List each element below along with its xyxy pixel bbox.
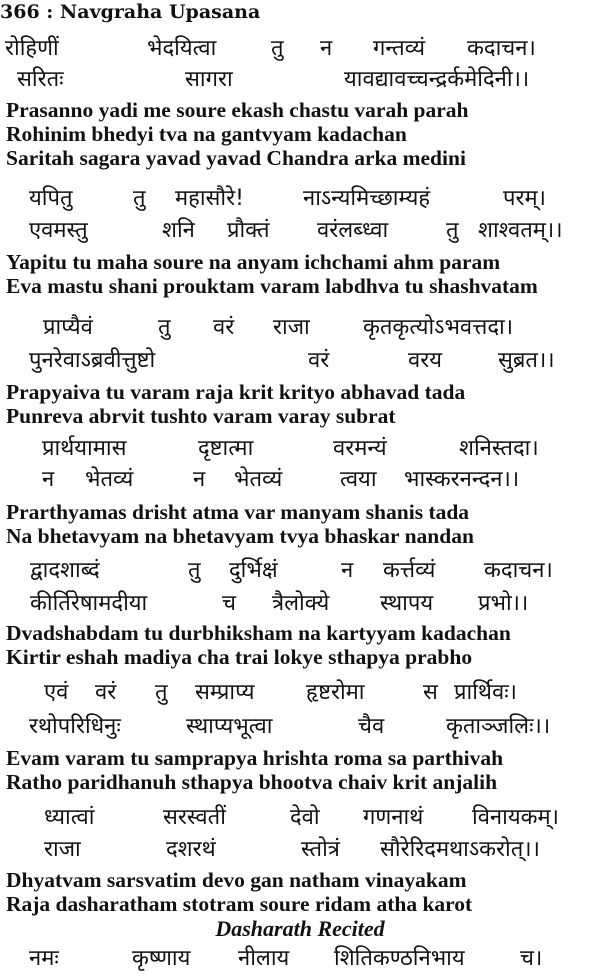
sanskrit-word: महासौरे! <box>175 186 244 211</box>
sanskrit-word: स <box>423 680 438 705</box>
sanskrit-word: नाऽन्यमिच्छाम्यहं <box>303 186 431 211</box>
sanskrit-word: भास्करनन्दन।। <box>404 467 520 492</box>
sanskrit-word: ध्यात्वां <box>44 805 95 830</box>
sanskrit-word: सम्प्राप्य <box>195 680 255 705</box>
transliteration-line: Ratho paridhanuh sthapya bhootva chaiv krit anjalih <box>6 770 498 794</box>
transliteration-line: Raja dasharatham stotram soure ridam atha karot <box>6 892 473 916</box>
sanskrit-word: दृष्टात्मा <box>198 436 254 461</box>
sanskrit-word: पुनरेवाऽब्रवीत्तुष्टो <box>29 348 156 373</box>
sanskrit-word: तु <box>155 680 168 705</box>
sanskrit-word: कृतकृत्योऽभवत्तदा। <box>363 315 514 340</box>
sanskrit-word: स्थापय <box>380 591 434 616</box>
sanskrit-word: कर्त्तव्यं <box>383 558 436 583</box>
sanskrit-word: स्थाप्यभूत्वा <box>186 714 273 739</box>
sanskrit-word: वरंलब्ध्वा <box>317 218 389 243</box>
transliteration-line: Dvadshabdam tu durbhiksham na kartyyam kadachan <box>6 621 511 645</box>
sanskrit-word: गन्तव्यं <box>373 36 425 61</box>
sanskrit-word: भेतव्यं <box>85 467 134 492</box>
sanskrit-word: तु <box>158 315 171 340</box>
sanskrit-word: वरं <box>308 348 330 373</box>
transliteration-line: Prasanno yadi me soure ekash chastu varah parah <box>6 98 469 122</box>
sanskrit-word: कृष्णाय <box>132 946 191 971</box>
section-title: Dasharath Recited <box>215 916 385 941</box>
sanskrit-word: वरं <box>95 680 117 705</box>
sanskrit-word: द्वादशाब्दं <box>30 558 100 583</box>
sanskrit-word: शनिस्तदा। <box>459 436 539 461</box>
sanskrit-word: वरं <box>213 315 235 340</box>
transliteration-line: Rohinim bhedyi tva na gantvyam kadachan <box>6 122 407 146</box>
sanskrit-word: कदाचन। <box>467 36 536 61</box>
sanskrit-word: हृष्टरोमा <box>306 680 365 705</box>
sanskrit-word: सुब्रत।। <box>498 348 555 373</box>
sanskrit-word: नमः <box>29 946 59 971</box>
sanskrit-word: भेतव्यं <box>234 467 283 492</box>
sanskrit-word: न <box>320 36 333 61</box>
transliteration-line: Evam varam tu samprapya hrishta roma sa parthivah <box>6 746 504 770</box>
sanskrit-word: तु <box>271 36 284 61</box>
transliteration-line: Punreva abrvit tushto varam varay subrat <box>6 404 396 428</box>
sanskrit-word: कीर्तिरेषामदीया <box>30 591 148 616</box>
sanskrit-word: प्रार्थिवः। <box>454 680 517 705</box>
sanskrit-word: परम्। <box>503 186 546 211</box>
sanskrit-word: प्रभो।। <box>478 591 529 616</box>
sanskrit-word: यपितु <box>29 186 73 211</box>
transliteration-line: Na bhetavyam na bhetavyam tvya bhaskar nandan <box>6 524 474 548</box>
sanskrit-word: तु <box>446 218 459 243</box>
sanskrit-word: गणनाथं <box>363 805 424 830</box>
sanskrit-word: सागरा <box>185 67 233 92</box>
sanskrit-word: नीलाय <box>238 946 290 971</box>
sanskrit-word: स्तोत्रं <box>301 837 340 862</box>
transliteration-line: Saritah sagara yavad yavad Chandra arka medini <box>6 146 466 170</box>
sanskrit-word: रथोपरिधिनुः <box>29 714 121 739</box>
transliteration-line: Prapyaiva tu varam raja krit krityo abhavad tada <box>6 380 466 404</box>
sanskrit-word: कदाचन। <box>484 558 553 583</box>
transliteration-line: Yapitu tu maha soure na anyam ichchami ahm param <box>6 250 501 274</box>
sanskrit-word: तु <box>188 558 201 583</box>
transliteration-line: Eva mastu shani prouktam varam labdhva tu shashvatam <box>6 274 538 298</box>
sanskrit-word: प्राप्यैवं <box>43 315 93 340</box>
sanskrit-word: सरितः <box>17 67 64 92</box>
sanskrit-word: च <box>222 591 236 616</box>
sanskrit-word: यावद्यावच्चन्द्रर्कमेदिनी।। <box>344 67 530 92</box>
sanskrit-word: त्रैलोक्ये <box>272 591 330 616</box>
sanskrit-word: शितिकण्ठनिभाय <box>334 946 465 971</box>
sanskrit-word: कृताञ्जलिः।। <box>446 714 551 739</box>
sanskrit-word: दुर्भिक्षं <box>229 558 278 583</box>
sanskrit-word: न <box>193 467 206 492</box>
sanskrit-word: प्रार्थयामास <box>42 436 127 461</box>
transliteration-line: Prarthyamas drisht atma var manyam shanis tada <box>6 500 470 524</box>
transliteration-line: Dhyatvam sarsvatim devo gan natham vinayakam <box>6 868 467 892</box>
sanskrit-word: चैव <box>358 714 385 739</box>
sanskrit-word: भेदयित्वा <box>147 36 217 61</box>
sanskrit-word: देवो <box>290 805 320 830</box>
sanskrit-word: वरमन्यं <box>333 436 387 461</box>
sanskrit-word: राजा <box>44 837 81 862</box>
sanskrit-word: त्वया <box>340 467 377 492</box>
sanskrit-word: वरय <box>408 348 442 373</box>
sanskrit-word: न <box>341 558 354 583</box>
sanskrit-word: राजा <box>273 315 310 340</box>
sanskrit-word: प्रौक्तं <box>227 218 270 243</box>
sanskrit-word: च। <box>520 946 543 971</box>
sanskrit-word: रोहिणीं <box>5 36 59 61</box>
sanskrit-word: एवमस्तु <box>29 218 88 243</box>
sanskrit-word: शाश्वतम्।। <box>478 218 563 243</box>
sanskrit-word: सरस्वतीं <box>163 805 226 830</box>
sanskrit-word: न <box>42 467 55 492</box>
sanskrit-word: तु <box>133 186 146 211</box>
transliteration-line: Kirtir eshah madiya cha trai lokye sthapya prabho <box>6 645 473 669</box>
sanskrit-word: दशरथं <box>166 837 216 862</box>
sanskrit-word: विनायकम्। <box>472 805 559 830</box>
sanskrit-word: सौरेरिदमथाऽकरोत्।। <box>380 837 540 862</box>
sanskrit-word: शनि <box>162 218 195 243</box>
sanskrit-word: एवं <box>44 680 69 705</box>
page-header: 366 : Navgraha Upasana <box>0 1 261 23</box>
